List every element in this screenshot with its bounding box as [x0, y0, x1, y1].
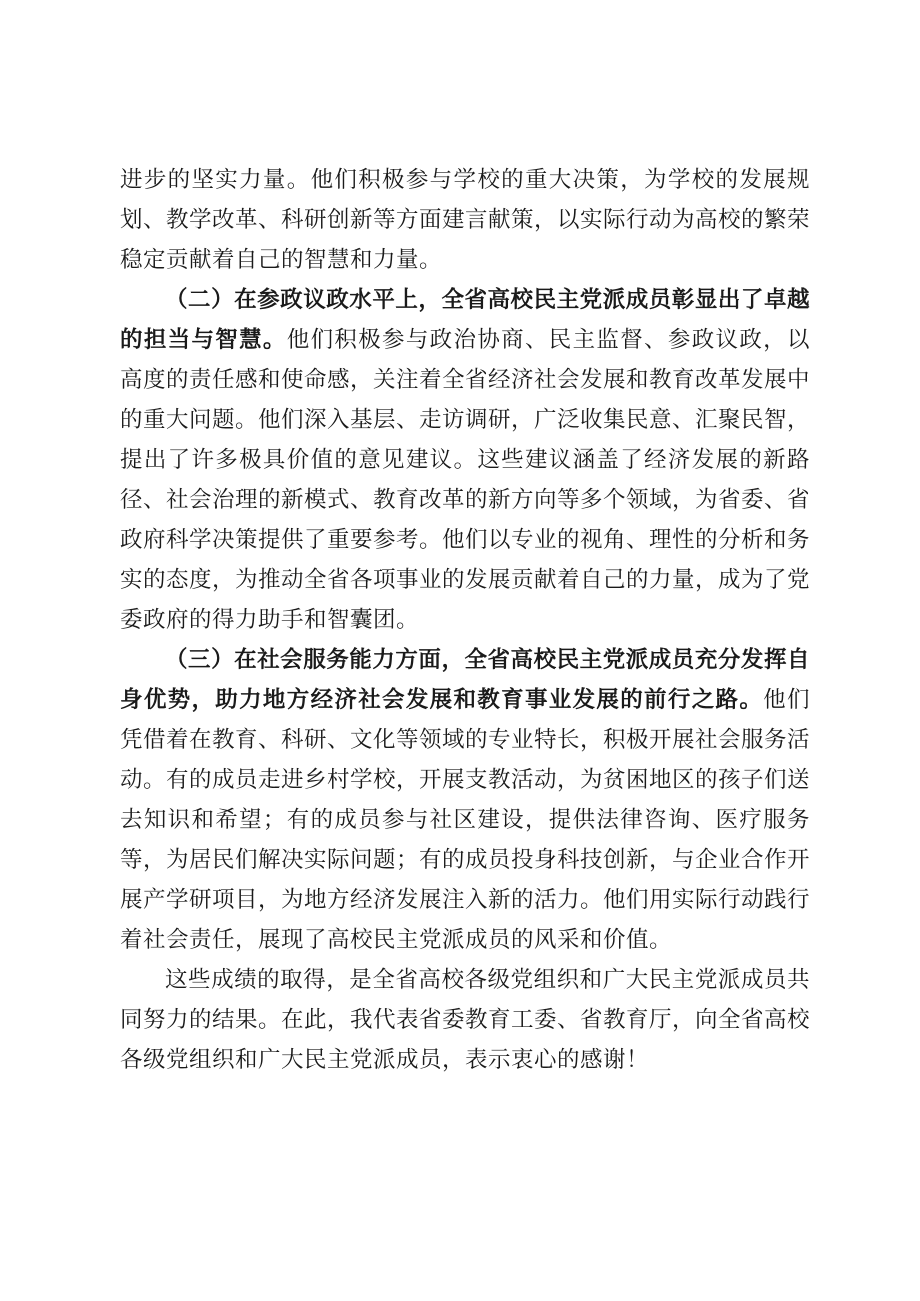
paragraph-3-heading: （三）在社会服务能力方面，全省高校民主党派成员充分发挥自身优势，助力地方经济社会发展和教育事业发展的前行之路。 [120, 647, 810, 713]
paragraph-1 [120, 160, 810, 280]
paragraph-4 [120, 960, 810, 1080]
paragraph-2-text: 他们积极参与政治协商、民主监督、参政议政，以高度的责任感和使命感，关注着全省经济社会发展和教育改革发展中的重大问题。他们深入基层、走访调研，广泛收集民意、汇聚民智，提出了许多极具价值的意见建议。这些建议涵盖了经济发展的新路径、社会治理的新模式、教育改革的新方向等多个领域，为省委、省政府科学决策提供了重要参考。他们以专业的视角、理性的分析和务实的态度，为推动全省各项事业的发展贡献着自己的力量，成为了党委政府的得力助手和智囊团。 [120, 327, 811, 633]
document-page [120, 160, 810, 1080]
paragraph-2 [120, 280, 810, 640]
paragraph-3-text: 他们凭借着在教育、科研、文化等领域的专业特长，积极开展社会服务活动。有的成员走进乡村学校，开展支教活动，为贫困地区的孩子们送去知识和希望；有的成员参与社区建设，提供法律咨询、医疗服务等，为居民们解决实际问题；有的成员投身科技创新，与企业合作开展产学研项目，为地方经济发展注入新的活力。他们用实际行动践行着社会责任，展现了高校民主党派成员的风采和价值。 [120, 687, 811, 953]
paragraph-4-text: 这些成绩的取得，是全省高校各级党组织和广大民主党派成员共同努力的结果。在此，我代表省委教育工委、省教育厅，向全省高校各级党组织和广大民主党派成员，表示衷心的感谢！ [120, 967, 811, 1073]
paragraph-2-heading: （二）在参政议政水平上，全省高校民主党派成员彰显出了卓越的担当与智慧。 [120, 287, 810, 353]
paragraph-3 [120, 640, 810, 960]
paragraph-1-text: 进步的坚实力量。他们积极参与学校的重大决策，为学校的发展规划、教学改革、科研创新等方面建言献策，以实际行动为高校的繁荣稳定贡献着自己的智慧和力量。 [120, 167, 811, 273]
